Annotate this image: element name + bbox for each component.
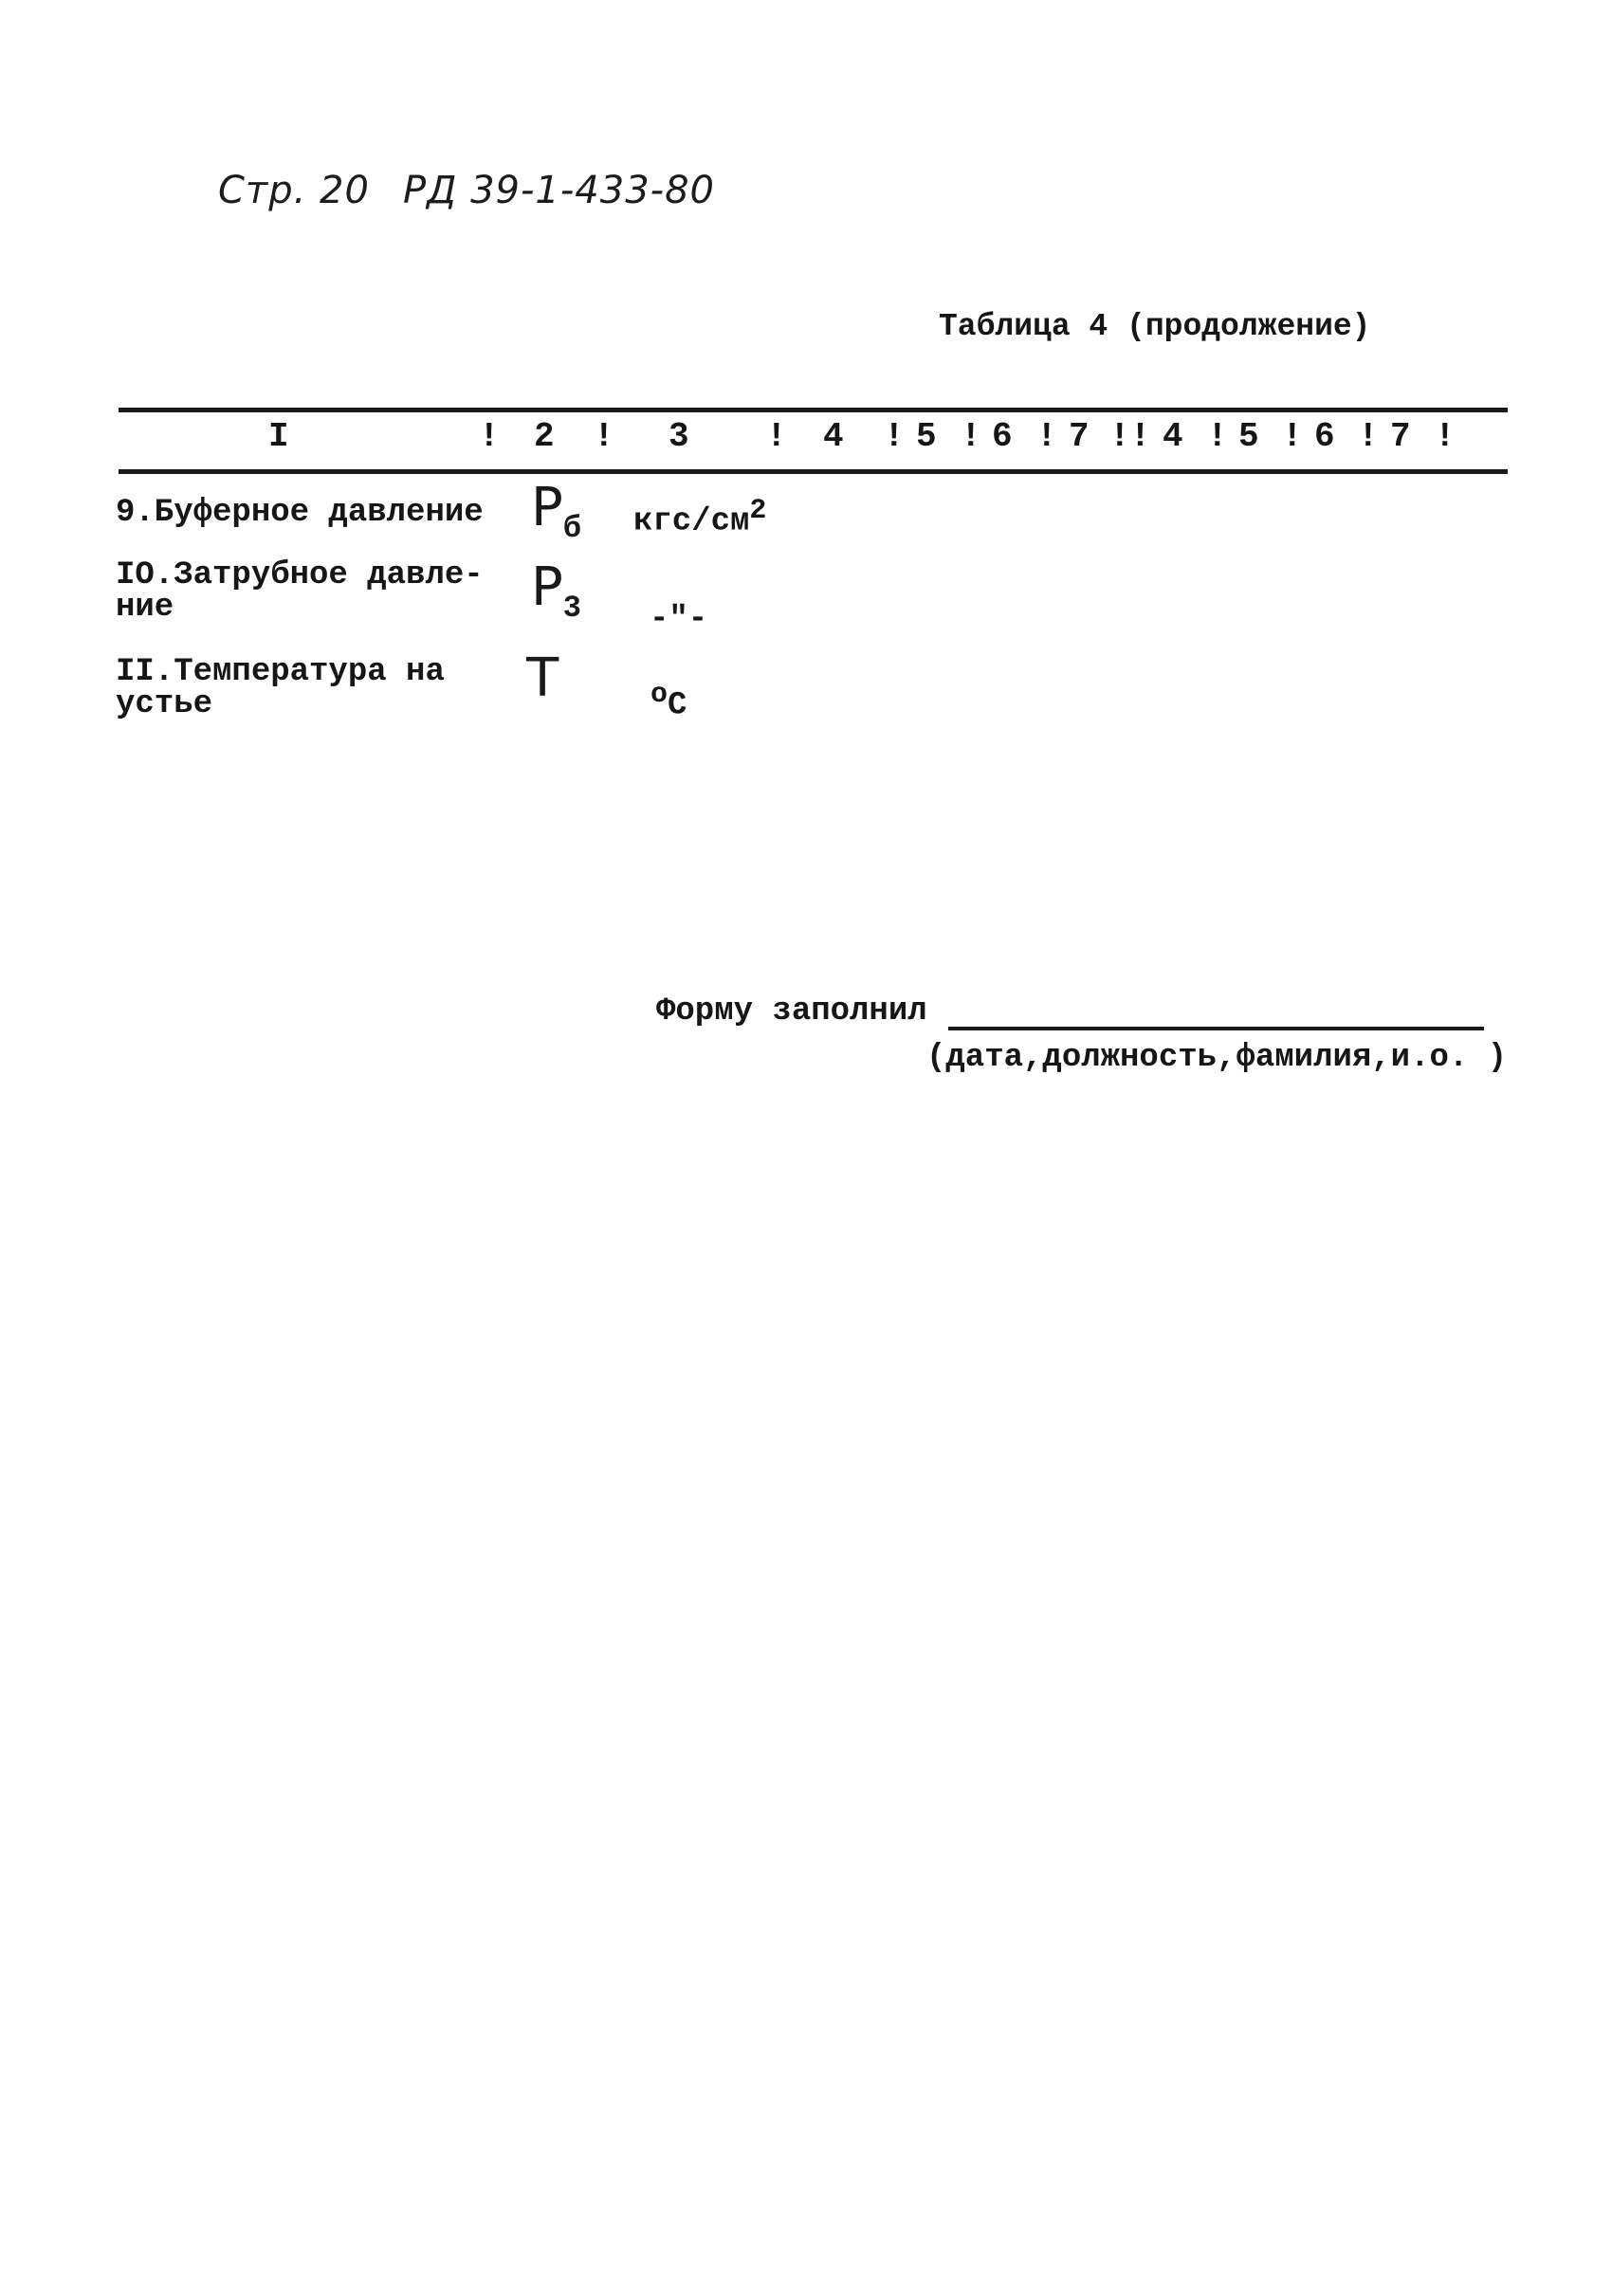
table-header-rule bbox=[119, 469, 1508, 474]
column-header: I bbox=[268, 417, 289, 456]
column-separator: ! bbox=[961, 417, 981, 456]
column-separator: ! bbox=[1358, 417, 1379, 456]
column-header: 3 bbox=[669, 417, 689, 456]
parameter-name: 9.Буферное давление bbox=[116, 495, 484, 531]
parameter-unit: $^o$C bbox=[650, 679, 687, 724]
column-header: 7 bbox=[1069, 417, 1090, 456]
parameter-unit: -"- bbox=[650, 601, 708, 638]
column-separator: !! bbox=[1109, 417, 1151, 456]
parameter-symbol: $P_3$ bbox=[531, 556, 581, 627]
column-separator: ! bbox=[884, 417, 905, 456]
column-header: 6 bbox=[1314, 417, 1335, 456]
column-header: 2 bbox=[534, 417, 555, 456]
parameter-symbol: $P_б$ bbox=[531, 477, 581, 547]
column-header: 5 bbox=[1238, 417, 1259, 456]
parameter-unit: кгс/$см^2$ bbox=[633, 495, 767, 540]
column-header: 4 bbox=[823, 417, 844, 456]
column-header: 4 bbox=[1163, 417, 1183, 456]
column-separator: ! bbox=[479, 417, 500, 456]
document-code: РД 39-1-433-80 bbox=[403, 169, 715, 212]
parameter-name: II.Температура на устье bbox=[116, 654, 445, 722]
column-header: 7 bbox=[1390, 417, 1411, 456]
column-separator: ! bbox=[1036, 417, 1057, 456]
column-separator: ! bbox=[594, 417, 614, 456]
column-separator: ! bbox=[766, 417, 787, 456]
table-caption: Таблица 4 (продолжение) bbox=[939, 309, 1371, 344]
signature-line[interactable] bbox=[948, 1027, 1484, 1030]
column-header: 5 bbox=[916, 417, 937, 456]
column-header: 6 bbox=[992, 417, 1013, 456]
page-number: Стр. 20 bbox=[218, 169, 370, 212]
parameter-symbol: T bbox=[526, 647, 559, 709]
column-separator: ! bbox=[1207, 417, 1228, 456]
table-top-rule bbox=[119, 408, 1508, 412]
signature-hint: (дата,должность,фамилия,и.о. ) bbox=[926, 1040, 1508, 1076]
column-separator: ! bbox=[1435, 417, 1456, 456]
column-separator: ! bbox=[1282, 417, 1303, 456]
filled-by-label: Форму заполнил bbox=[656, 993, 927, 1030]
parameter-name: IO.Затрубное давле- ние bbox=[116, 557, 484, 626]
